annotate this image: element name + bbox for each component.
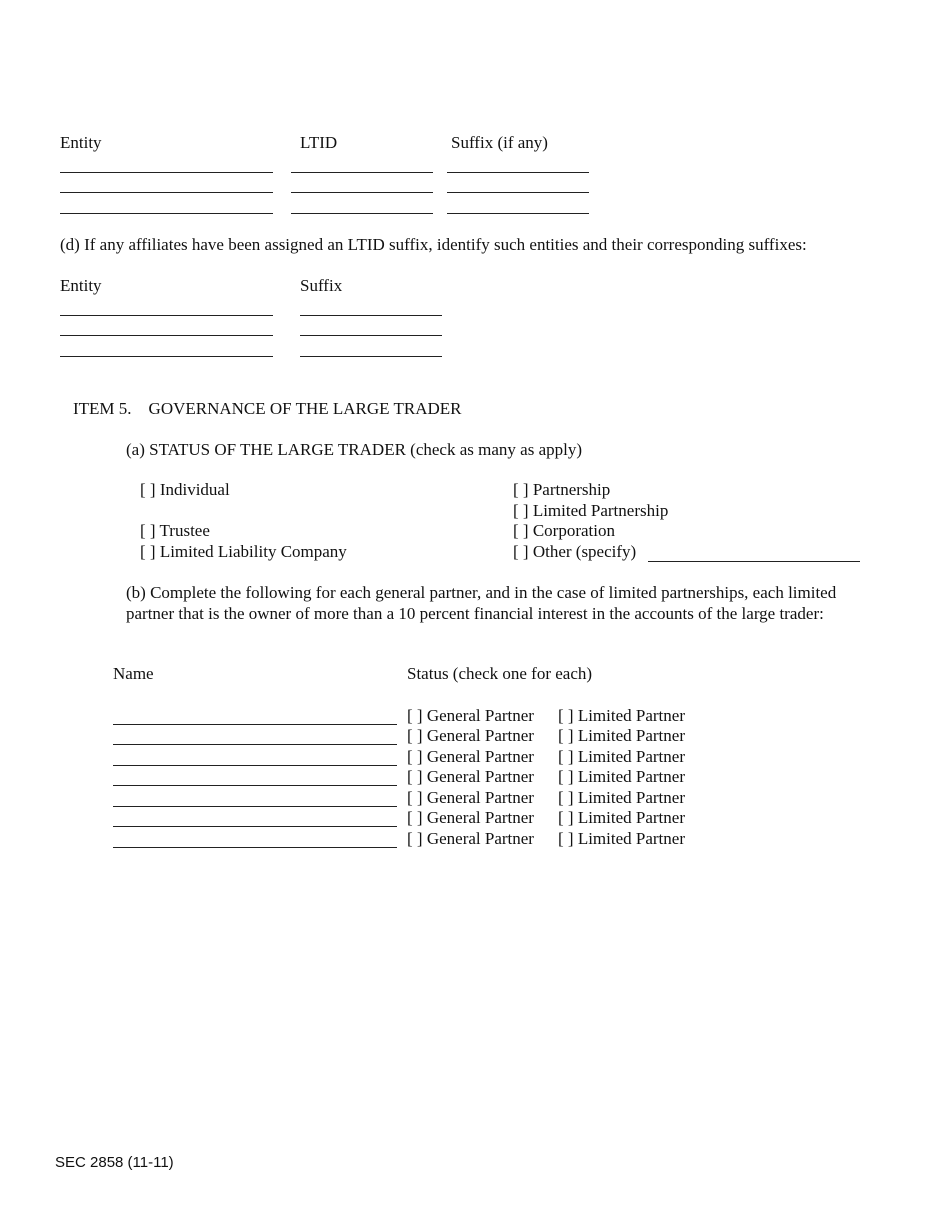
status-section-title: (a) STATUS OF THE LARGE TRADER (check as many as apply) — [126, 440, 582, 459]
checkbox-partnership[interactable]: [ ] Partnership — [513, 480, 611, 499]
checkbox-individual[interactable]: [ ] Individual — [140, 480, 230, 499]
affiliate-entity-field-1[interactable] — [60, 315, 273, 316]
ltid-field-2[interactable] — [291, 192, 433, 193]
affiliate-suffix-field-2[interactable] — [300, 335, 442, 336]
checkbox-other[interactable]: [ ] Other (specify) — [513, 542, 637, 561]
limited-partner-checkbox-3[interactable]: [ ] Limited Partner — [558, 747, 685, 766]
limited-partner-checkbox-4[interactable]: [ ] Limited Partner — [558, 767, 685, 786]
affiliate-suffix-field-1[interactable] — [300, 315, 442, 316]
limited-partner-checkbox-7[interactable]: [ ] Limited Partner — [558, 829, 685, 848]
limited-partner-checkbox-5[interactable]: [ ] Limited Partner — [558, 788, 685, 807]
entity-field-1[interactable] — [60, 172, 273, 173]
affiliate-suffix-field-3[interactable] — [300, 356, 442, 357]
limited-partner-checkbox-6[interactable]: [ ] Limited Partner — [558, 808, 685, 827]
partner-name-field-1[interactable] — [113, 724, 397, 725]
partner-name-field-5[interactable] — [113, 806, 397, 807]
entity-field-3[interactable] — [60, 213, 273, 214]
header-suffix-d: Suffix — [300, 276, 343, 295]
header-suffix-if-any: Suffix (if any) — [451, 133, 548, 152]
general-partner-checkbox-6[interactable]: [ ] General Partner — [407, 808, 534, 827]
general-partner-checkbox-2[interactable]: [ ] General Partner — [407, 726, 534, 745]
form-number: SEC 2858 (11-11) — [55, 1154, 174, 1171]
other-specify-field[interactable] — [648, 561, 860, 562]
suffix-field-1[interactable] — [447, 172, 589, 173]
partner-instructions: (b) Complete the following for each general partner, and in the case of limited partnerships, each limited partner that is the owner of more than a 10 percent financial interest in the accounts of the large trader: — [126, 583, 837, 623]
header-ltid: LTID — [300, 133, 338, 152]
ltid-field-1[interactable] — [291, 172, 433, 173]
checkbox-limited-partnership[interactable]: [ ] Limited Partnership — [513, 501, 669, 520]
suffix-field-2[interactable] — [447, 192, 589, 193]
header-status: Status (check one for each) — [407, 664, 593, 683]
limited-partner-checkbox-2[interactable]: [ ] Limited Partner — [558, 726, 685, 745]
general-partner-checkbox-1[interactable]: [ ] General Partner — [407, 706, 534, 725]
checkbox-llc[interactable]: [ ] Limited Liability Company — [140, 542, 347, 561]
affiliate-entity-field-3[interactable] — [60, 356, 273, 357]
limited-partner-checkbox-1[interactable]: [ ] Limited Partner — [558, 706, 685, 725]
header-entity: Entity — [60, 133, 102, 152]
general-partner-checkbox-4[interactable]: [ ] General Partner — [407, 767, 534, 786]
general-partner-checkbox-7[interactable]: [ ] General Partner — [407, 829, 534, 848]
partner-name-field-3[interactable] — [113, 765, 397, 766]
item-5-title: ITEM 5. GOVERNANCE OF THE LARGE TRADER — [73, 399, 462, 418]
item-d-instructions: (d) If any affiliates have been assigned an LTID suffix, identify such entities and their corresponding suffixes: — [60, 235, 807, 254]
checkbox-trustee[interactable]: [ ] Trustee — [140, 521, 210, 540]
suffix-field-3[interactable] — [447, 213, 589, 214]
general-partner-checkbox-5[interactable]: [ ] General Partner — [407, 788, 534, 807]
ltid-field-3[interactable] — [291, 213, 433, 214]
partner-name-field-4[interactable] — [113, 785, 397, 786]
general-partner-checkbox-3[interactable]: [ ] General Partner — [407, 747, 534, 766]
header-name: Name — [113, 664, 154, 683]
affiliate-entity-field-2[interactable] — [60, 335, 273, 336]
checkbox-corporation[interactable]: [ ] Corporation — [513, 521, 615, 540]
partner-name-field-2[interactable] — [113, 744, 397, 745]
partner-name-field-6[interactable] — [113, 826, 397, 827]
header-entity-d: Entity — [60, 276, 102, 295]
partner-name-field-7[interactable] — [113, 847, 397, 848]
entity-field-2[interactable] — [60, 192, 273, 193]
